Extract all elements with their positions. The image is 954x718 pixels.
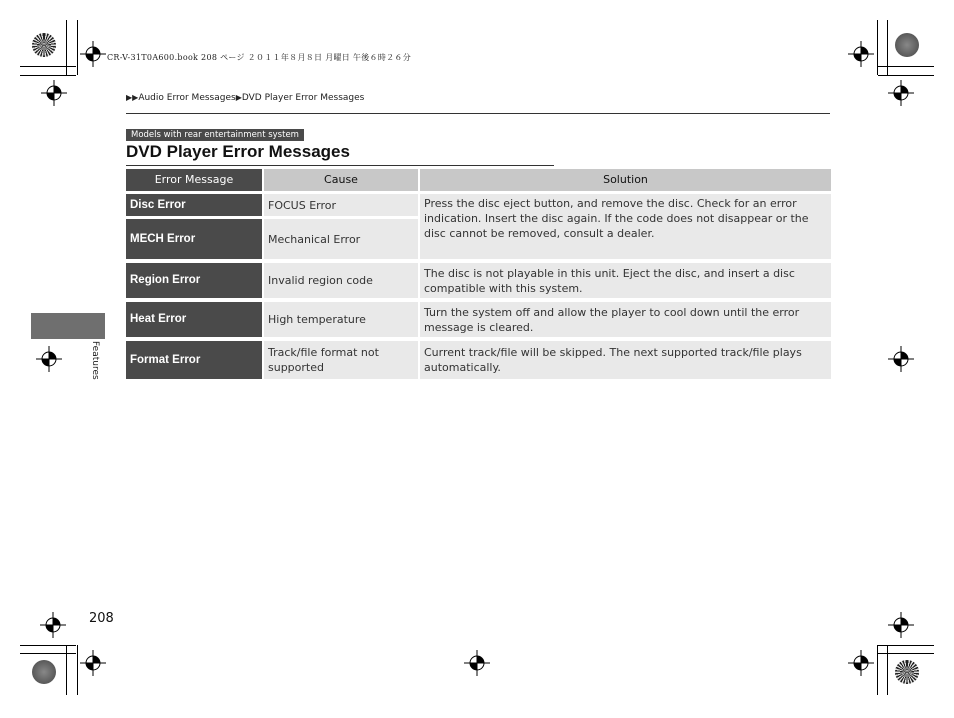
print-gray-dot-icon xyxy=(895,33,919,57)
solution-cell-heat: Turn the system off and allow the player to cool down until the error message is cleared. xyxy=(420,302,831,337)
solution-cell-shared: Press the disc eject button, and remove the disc. Check for an error indication. Insert the disc again. If the code does not disappear or the disc cannot be removed, consult a dealer. xyxy=(420,194,831,259)
page-number: 208 xyxy=(89,611,114,626)
registration-target-icon xyxy=(848,650,874,676)
error-cell-disc: Disc Error xyxy=(126,194,262,216)
error-cell-format: Format Error xyxy=(126,341,262,379)
registration-target-icon xyxy=(888,346,914,372)
breadcrumb xyxy=(126,93,364,103)
title-rule xyxy=(126,165,554,166)
registration-target-icon xyxy=(80,41,106,67)
table-header-error-message: Error Message xyxy=(126,169,262,191)
breadcrumb-current: DVD Player Error Messages xyxy=(241,93,365,103)
chapter-label xyxy=(90,341,102,385)
print-gray-dot-icon xyxy=(32,660,56,684)
registration-target-icon xyxy=(848,41,874,67)
registration-target-icon xyxy=(36,346,62,372)
solution-cell-region: The disc is not playable in this unit. Eject the disc, and insert a disc compatible with this system. xyxy=(420,263,831,298)
registration-target-icon xyxy=(464,650,490,676)
table-header-cause: Cause xyxy=(264,169,418,191)
breadcrumb-arrows: ▶▶ xyxy=(126,93,139,102)
breadcrumb-parent-link[interactable]: Audio Error Messages xyxy=(138,93,236,103)
registration-target-icon xyxy=(888,80,914,106)
chapter-tab xyxy=(31,313,105,339)
breadcrumb-separator: ▶ xyxy=(235,93,242,102)
error-cell-heat: Heat Error xyxy=(126,302,262,337)
header-rule xyxy=(126,113,830,114)
chapter-label-text: Features xyxy=(90,341,100,380)
print-rosette-icon xyxy=(32,33,56,57)
registration-target-icon xyxy=(888,612,914,638)
page-title: DVD Player Error Messages xyxy=(126,142,350,161)
cause-cell-disc: FOCUS Error xyxy=(264,194,418,216)
error-cell-region: Region Error xyxy=(126,263,262,298)
cause-cell-region: Invalid region code xyxy=(264,263,418,298)
registration-target-icon xyxy=(41,80,67,106)
cause-cell-heat: High temperature xyxy=(264,302,418,337)
model-tag: Models with rear entertainment system xyxy=(126,129,304,141)
print-rosette-icon xyxy=(895,660,919,684)
registration-target-icon xyxy=(80,650,106,676)
registration-target-icon xyxy=(40,612,66,638)
cause-cell-format: Track/file format not supported xyxy=(264,341,418,379)
solution-cell-format: Current track/file will be skipped. The next supported track/file plays automatically. xyxy=(420,341,831,379)
file-info: CR-V-31T0A600.book 208 ページ ２０１１年８月８日 月曜日 午後６時２６分 xyxy=(107,53,412,62)
cause-cell-mech: Mechanical Error xyxy=(264,219,418,259)
error-cell-mech: MECH Error xyxy=(126,219,262,259)
table-header-solution: Solution xyxy=(420,169,831,191)
